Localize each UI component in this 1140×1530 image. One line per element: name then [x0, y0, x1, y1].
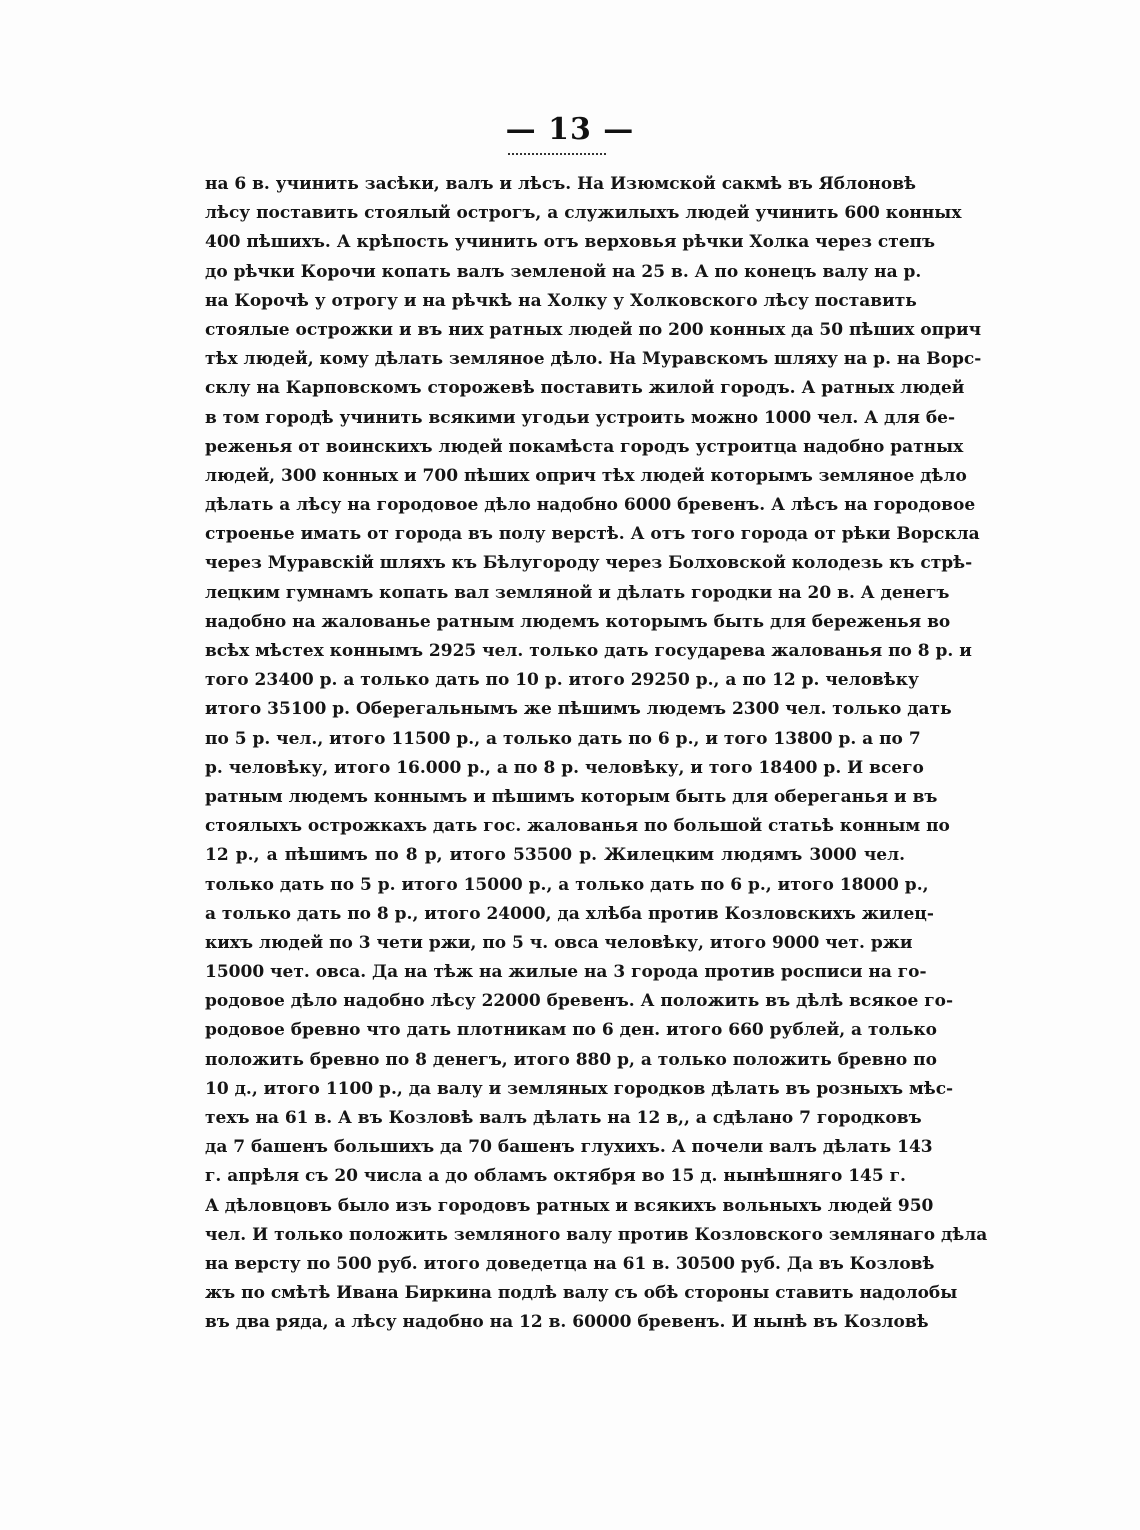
text-line: 15000 чет. овса. Да на тѣж на жилые на 3 города против росписи на го-	[205, 962, 927, 983]
text-line: того 23400 р. а только дать по 10 р. итого 29250 р., а по 12 р. человѣку	[205, 670, 919, 691]
text-line: положить бревно по 8 денегъ, итого 880 р, а только положить бревно по	[205, 1049, 937, 1070]
text-line: надобно на жалованье ратным людемъ которымъ быть для береженья во	[205, 611, 951, 632]
text-line: а только дать по 8 р., итого 24000, да хлѣба против Козловскихъ жилец-	[205, 903, 934, 924]
text-line: до рѣчки Корочи копать валъ земленой на 25 в. А по конецъ валу на р.	[205, 261, 922, 282]
text-line: дѣлать а лѣсу на городовое дѣло надобно 6000 бревенъ. А лѣсъ на городовое	[205, 495, 976, 516]
text-line: техъ на 61 в. А въ Козловѣ валъ дѣлать на 12 в,, а сдѣлано 7 городковъ	[205, 1108, 922, 1128]
text-line: лецким гумнамъ копать вал земляной и дѣлать городки на 20 в. А денегъ	[205, 582, 950, 603]
text-line: реженья от воинскихъ людей покамѣста городъ устроитца надобно ратных	[205, 436, 964, 457]
text-line: стоялыхъ острожкахъ дать гос. жалованья по большой статьѣ конным по	[205, 816, 950, 837]
page-number: — 13 —	[505, 112, 635, 147]
page-number-ornament	[508, 147, 606, 155]
text-line: тѣх людей, кому дѣлать земляное дѣло. На Муравскомъ шляху на р. на Ворс-	[205, 349, 982, 370]
text-line: чел. И только положить земляного валу против Козловского землянаго дѣла	[205, 1224, 988, 1245]
text-line: через Муравскій шляхъ къ Бѣлугороду через Болховской колодезь къ стрѣ-	[205, 553, 973, 574]
text-line: склу на Карповскомъ сторожевѣ поставить жилой городъ. А ратных людей	[205, 378, 965, 399]
text-line: ратным людемъ коннымъ и пѣшимъ которым быть для обереганья и въ	[205, 786, 938, 807]
text-line: въ два ряда, а лѣсу надобно на 12 в. 60000 бревенъ. И нынѣ въ Козловѣ	[205, 1312, 929, 1333]
text-line: только дать по 5 р. итого 15000 р., а только дать по 6 р., итого 18000 р.,	[205, 874, 929, 895]
body-text	[205, 170, 988, 1367]
text-line: да 7 башенъ большихъ да 70 башенъ глухихъ. А почели валъ дѣлать 143	[205, 1137, 933, 1158]
text-line: строенье имать от города въ полу верстѣ. А отъ того города от рѣки Ворскла	[205, 524, 980, 545]
text-line: по 5 р. чел., итого 11500 р., а только дать по 6 р., и того 13800 р. а по 7	[205, 728, 921, 749]
text-line: 10 д., итого 1100 р., да валу и земляных городков дѣлать въ розныхъ мѣс-	[205, 1078, 954, 1099]
text-line: на Корочѣ у отрогу и на рѣчкѣ на Холку у Холковского лѣсу поставить	[205, 290, 917, 311]
text-line: кихъ людей по 3 чети ржи, по 5 ч. овса человѣку, итого 9000 чет. ржи	[205, 932, 913, 953]
text-line: итого 35100 р. Оберегальнымъ же пѣшимъ людемъ 2300 чел. только дать	[205, 699, 952, 720]
text-line: в том городѣ учинить всякими угодьи устроить можно 1000 чел. А для бе-	[205, 407, 956, 428]
text-line: лѣсу поставить стоялый острогъ, а служилыхъ людей учинить 600 конных	[205, 203, 962, 224]
text-line: на 6 в. учинить засѣки, валъ и лѣсъ. На Изюмской сакмѣ въ Яблоновѣ	[205, 174, 916, 194]
text-line: родовое дѣло надобно лѣсу 22000 бревенъ. А положить въ дѣлѣ всякое го-	[205, 991, 954, 1012]
text-line: 12 р., а пѣшимъ по 8 р, итого 53500 р. Жилецким людямъ 3000 чел.	[205, 845, 905, 866]
text-line: на версту по 500 руб. итого доведетца на 61 в. 30500 руб. Да въ Козловѣ	[205, 1253, 935, 1274]
text-line	[205, 1338, 905, 1367]
text-line: родовое бревно что дать плотникам по 6 ден. итого 660 рублей, а только	[205, 1020, 937, 1041]
text-line: жъ по смѣтѣ Ивана Биркина подлѣ валу съ обѣ стороны ставить надолобы	[205, 1283, 958, 1304]
text-line: всѣх мѣстех коннымъ 2925 чел. только дать государева жалованья по 8 р. и	[205, 641, 972, 661]
text-line: стоялые острожки и въ них ратных людей по 200 конных да 50 пѣших оприч	[205, 319, 982, 340]
text-line: 400 пѣшихъ. А крѣпость учинить отъ верховья рѣчки Холка через степъ	[205, 232, 936, 253]
text-line: людей, 300 конных и 700 пѣших оприч тѣх людей которымъ земляное дѣло	[205, 465, 967, 486]
text-line: г. апрѣля съ 20 числа а до обламъ октября во 15 д. нынѣшняго 145 г.	[205, 1166, 906, 1187]
text-line: А дѣловцовъ было изъ городовъ ратных и всякихъ вольныхъ людей 950	[205, 1195, 934, 1216]
text-line: р. человѣку, итого 16.000 р., а по 8 р. человѣку, и того 18400 р. И всего	[205, 757, 924, 778]
